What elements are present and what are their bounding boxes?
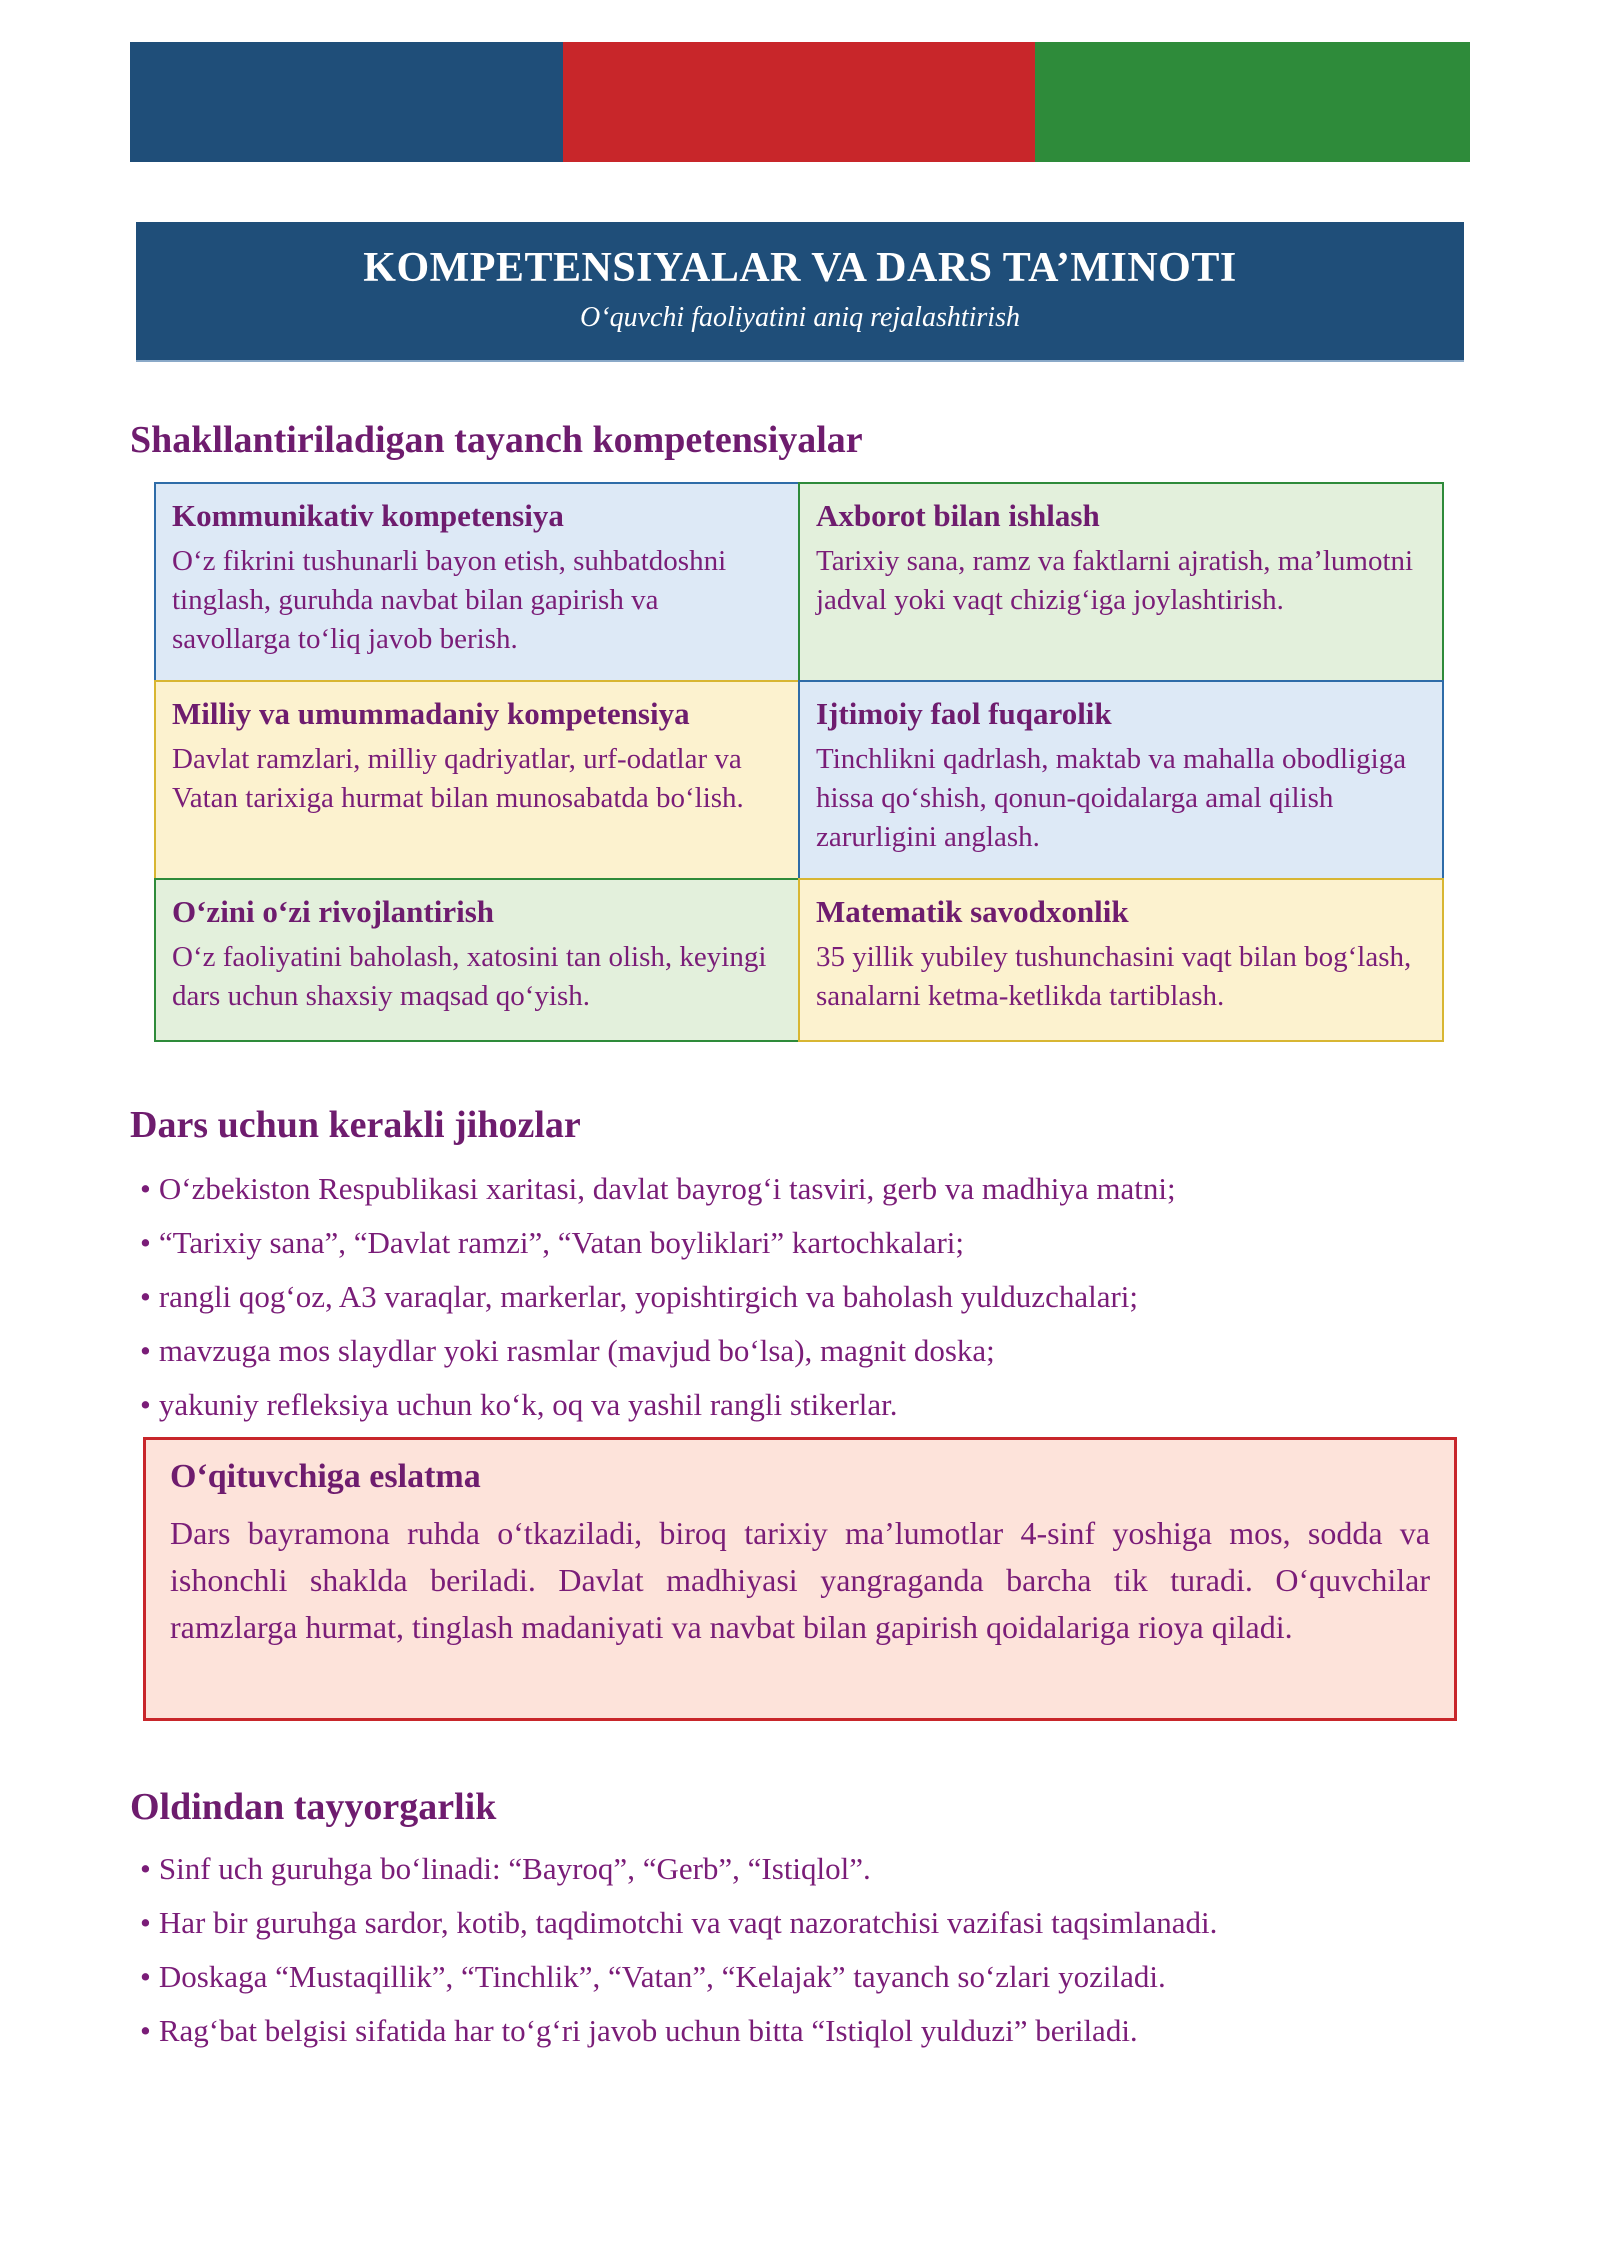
competencies-heading: Shakllantiriladigan tayanch kompetensiyalar bbox=[130, 419, 863, 461]
competency-card bbox=[798, 680, 1444, 880]
competency-text: Tinchlikni qadrlash, maktab va mahalla obodligiga hissa qo‘shish, qonun-qoidalarga amal qilish zarurligini anglash. bbox=[816, 743, 1407, 853]
list-item: • rangli qog‘oz, A3 varaqlar, markerlar, yopishtirgich va baholash yulduzchalari; bbox=[140, 1270, 1176, 1324]
competency-text: O‘z fikrini tushunarli bayon etish, suhbatdoshni tinglash, guruhda navbat bilan gapirish va savollarga to‘liq javob berish. bbox=[172, 545, 727, 655]
teacher-note-title: O‘qituvchiga eslatma bbox=[170, 1458, 481, 1495]
flag-color-band bbox=[130, 42, 1470, 162]
competency-card bbox=[154, 878, 800, 1042]
list-item: • mavzuga mos slaydlar yoki rasmlar (mavjud bo‘lsa), magnit doska; bbox=[140, 1324, 1176, 1378]
preparation-heading: Oldindan tayyorgarlik bbox=[130, 1786, 497, 1828]
flag-stripe-red bbox=[563, 42, 1035, 162]
list-item: • yakuniy refleksiya uchun ko‘k, oq va yashil rangli stikerlar. bbox=[140, 1378, 1176, 1432]
competency-card bbox=[154, 482, 800, 682]
competency-text: Tarixiy sana, ramz va faktlarni ajratish, ma’lumotni jadval yoki vaqt chizig‘iga joylashtirish. bbox=[816, 545, 1414, 616]
equipment-list bbox=[140, 1162, 1176, 1432]
competency-text: 35 yillik yubiley tushunchasini vaqt bilan bog‘lash, sanalarni ketma-ketlikda tartiblash. bbox=[816, 941, 1412, 1012]
page-subtitle: O‘quvchi faoliyatini aniq rejalashtirish bbox=[580, 302, 1020, 333]
competencies-grid bbox=[155, 483, 1445, 1041]
list-item: • “Tarixiy sana”, “Davlat ramzi”, “Vatan boyliklari” kartochkalari; bbox=[140, 1216, 1176, 1270]
competency-title: Axborot bilan ishlash bbox=[816, 498, 1100, 533]
list-item: • O‘zbekiston Respublikasi xaritasi, davlat bayrog‘i tasviri, gerb va madhiya matni; bbox=[140, 1162, 1176, 1216]
competency-title: Matematik savodxonlik bbox=[816, 894, 1129, 929]
page-title: KOMPETENSIYALAR VA DARS TA’MINOTI bbox=[363, 245, 1237, 291]
equipment-heading: Dars uchun kerakli jihozlar bbox=[130, 1104, 581, 1146]
competency-card bbox=[798, 878, 1444, 1042]
preparation-list bbox=[140, 1842, 1217, 2058]
competency-text: O‘z faoliyatini baholash, xatosini tan olish, keyingi dars uchun shaxsiy maqsad qo‘yish. bbox=[172, 941, 767, 1012]
competency-title: Kommunikativ kompetensiya bbox=[172, 498, 564, 533]
competency-title: O‘zini o‘zi rivojlantirish bbox=[172, 894, 495, 929]
competency-card bbox=[798, 482, 1444, 682]
teacher-note-body: Dars bayramona ruhda o‘tkaziladi, biroq tarixiy ma’lumotlar 4-sinf yoshiga mos, sodda va ishonchli shaklda beriladi. Davlat madhiyasi yangraganda barcha tik turadi. O‘quvchilar ramzlarga hurmat, tinglash madaniyati va navbat bilan gapirish qoidalariga rioya qiladi. bbox=[170, 1515, 1430, 1645]
competency-text: Davlat ramzlari, milliy qadriyatlar, urf-odatlar va Vatan tarixiga hurmat bilan munosabatda bo‘lish. bbox=[172, 743, 744, 814]
flag-stripe-blue bbox=[130, 42, 563, 162]
title-banner bbox=[136, 222, 1464, 362]
teacher-note-box bbox=[143, 1437, 1457, 1721]
competency-title: Milliy va umummadaniy kompetensiya bbox=[172, 696, 690, 731]
flag-stripe-green bbox=[1035, 42, 1470, 162]
list-item: • Doskaga “Mustaqillik”, “Tinchlik”, “Vatan”, “Kelajak” tayanch so‘zlari yoziladi. bbox=[140, 1950, 1217, 2004]
competency-card bbox=[154, 680, 800, 880]
competency-title: Ijtimoiy faol fuqarolik bbox=[816, 696, 1112, 731]
list-item: • Har bir guruhga sardor, kotib, taqdimotchi va vaqt nazoratchisi vazifasi taqsimlanadi. bbox=[140, 1896, 1217, 1950]
list-item: • Rag‘bat belgisi sifatida har to‘g‘ri javob uchun bitta “Istiqlol yulduzi” beriladi. bbox=[140, 2004, 1217, 2058]
list-item: • Sinf uch guruhga bo‘linadi: “Bayroq”, “Gerb”, “Istiqlol”. bbox=[140, 1842, 1217, 1896]
